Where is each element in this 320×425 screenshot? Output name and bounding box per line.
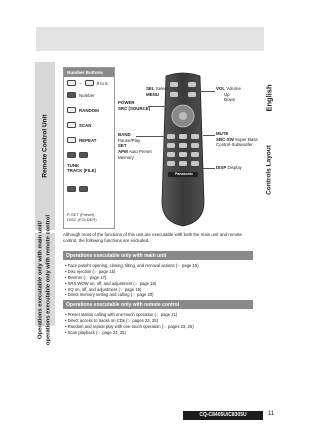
- callout-key: POWER: [118, 100, 135, 105]
- button-icon: [85, 80, 94, 86]
- legend-footer-line: DISC (FOLDER): [67, 217, 97, 223]
- leader-line: [136, 136, 166, 137]
- list-item: • SQ on, off, and adjustment (☞ page 19): [65, 287, 251, 293]
- leader-line: [203, 168, 215, 169]
- section-tab-label: [37, 214, 52, 344]
- list-item: • Random and repeat play with one-touch operation (☞ pages 23, 25): [65, 324, 251, 330]
- tune-down-button-icon: [67, 152, 76, 158]
- legend-row-tune: [67, 163, 96, 173]
- legend-row-repeat: [67, 137, 96, 143]
- callout-text: Up: [224, 91, 230, 97]
- callout-text: Display: [226, 165, 242, 170]
- list-item: • Scan playback (☞ page 23, 25): [65, 330, 251, 336]
- number-button-icon: [67, 92, 76, 98]
- section-heading-main-unit: Operations executable only with main unit: [63, 251, 253, 260]
- legend-label: TUNE: [67, 163, 79, 168]
- callout-key: SET: [118, 143, 127, 149]
- top-banner: [36, 27, 264, 51]
- remote-brand-logo: Panasonic: [175, 172, 193, 176]
- list-item: • Preset station calling with one-touch operation (☞ page 21): [65, 312, 251, 318]
- legend-footer: [67, 212, 97, 223]
- button-icon: [67, 80, 76, 86]
- legend-footer-line: P-SET (Preset): [67, 212, 95, 217]
- callout-disp: [216, 165, 242, 171]
- scan-button-icon: [67, 122, 76, 128]
- section-tab-operations: [35, 214, 55, 345]
- legend-row-range: [67, 80, 108, 86]
- callout-text: Select: [154, 86, 168, 91]
- callout-text: Pause/Play: [118, 137, 141, 143]
- list-item: • SRS WOW on, off, and adjustment (☞ page 18): [65, 281, 251, 287]
- callout-key: MUTE: [216, 131, 229, 136]
- leader-line: [165, 91, 177, 92]
- preset-button-icon: [67, 186, 76, 192]
- callout-key: DISP: [216, 165, 227, 170]
- list-item: • Direct memory setting and calling (☞ page 20): [65, 292, 251, 298]
- legend-label: SCAN: [79, 122, 92, 128]
- legend-label: RANDOM: [79, 107, 99, 113]
- leader-line: [200, 91, 215, 92]
- leader-line: [148, 106, 168, 107]
- chapter-tab: [262, 140, 276, 200]
- language-label: English: [264, 84, 274, 112]
- callout-key: BAND: [118, 132, 131, 137]
- repeat-button-icon: [67, 137, 76, 143]
- legend-title: Number Buttons: [64, 68, 114, 77]
- language-tab: [262, 76, 276, 120]
- leader-line: [203, 135, 215, 136]
- callout-text: Control-Subwoofer: [216, 142, 253, 148]
- callout-key: APM: [118, 149, 128, 155]
- callout-power-src: [118, 100, 150, 111]
- section-heading-remote-control: Operations executable only with remote control: [63, 300, 253, 309]
- list-item: • Dimmer (☞ page 17): [65, 275, 251, 281]
- legend-label: TRACK (FILE): [67, 168, 97, 173]
- intro-paragraph: Although most of the functions of this unit are executable with both the main unit and remote control, the following functions are excluded.: [63, 232, 242, 243]
- legend-label: REPEAT: [79, 137, 97, 143]
- callout-mute-sbc: [216, 131, 258, 148]
- callout-key: SEL: [146, 86, 155, 91]
- callout-key: SRC (SOURCE): [118, 105, 151, 111]
- section-tab-label: Remote Control Unit: [41, 114, 49, 178]
- random-button-icon: [67, 107, 76, 113]
- legend-range: 8 to 6: [96, 80, 108, 86]
- callout-text: Super Bass: [233, 136, 258, 142]
- callout-text: Memory: [118, 154, 134, 160]
- legend-row-number: [67, 92, 95, 98]
- tune-up-button-icon: [79, 152, 88, 158]
- callout-key: SBC-SW: [216, 136, 234, 142]
- callout-key: MENU: [146, 91, 159, 97]
- number-buttons-legend: [63, 67, 115, 229]
- model-number-badge: CQ-C8405U/C8305U: [183, 411, 263, 420]
- main-unit-bullet-list: [65, 263, 251, 298]
- callout-key: VOL: [216, 86, 226, 91]
- legend-row-scan: [67, 122, 91, 128]
- list-item: • Direct access to tracks on CDs (☞ pages 23, 25): [65, 318, 251, 324]
- list-item: • Disc ejection (☞ page 15): [65, 269, 251, 275]
- legend-row-preset-icons: [67, 186, 88, 192]
- list-item: • Face panel's opening, closing, tilting, and removal actions (☞ page 15): [65, 263, 251, 269]
- remote-control-bullet-list: [65, 312, 251, 336]
- page-number: 11: [268, 411, 275, 417]
- callout-text: Auto Preset: [127, 149, 152, 155]
- legend-label: Number: [79, 92, 95, 98]
- legend-row-random: [67, 107, 99, 113]
- callout-vol: [216, 86, 241, 103]
- section-tab-remote-control-unit: [35, 62, 55, 230]
- chapter-label: Controls Layout: [265, 145, 273, 195]
- legend-row-tune-icons: [67, 152, 88, 158]
- callout-text: Volume: [225, 86, 241, 91]
- section-tab-line-1: Operations executable only with main unit/: [37, 220, 44, 339]
- disc-button-icon: [79, 186, 88, 192]
- callout-text: Down: [224, 97, 236, 103]
- section-tab-line-2: operations executable only with remote control: [45, 214, 51, 345]
- legend-dash: −: [79, 80, 82, 86]
